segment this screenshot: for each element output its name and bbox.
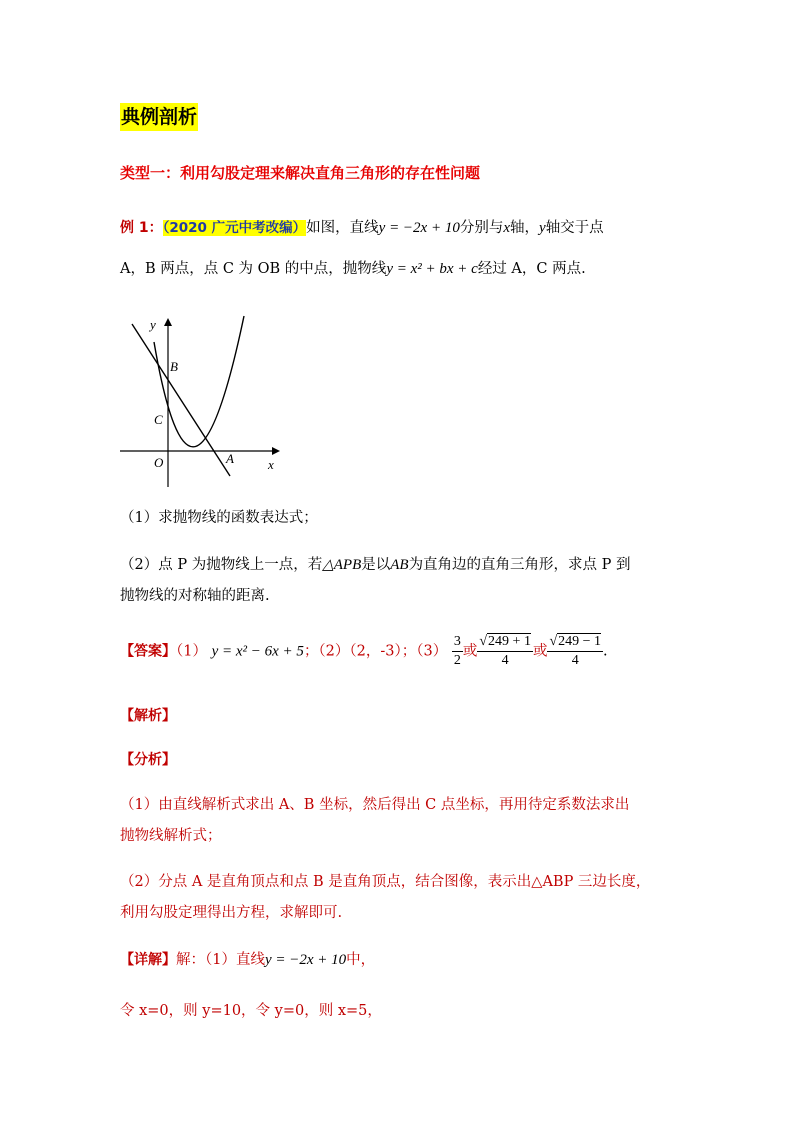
frac-den: 4 (501, 653, 509, 668)
point-b-label: B (170, 359, 178, 374)
line-equation: y = −2x + 10 (378, 220, 460, 236)
fraction-sqrt-minus (547, 633, 603, 670)
frac-den: 2 (453, 653, 461, 668)
example-label: 例 1： (120, 220, 163, 236)
x-var: x (503, 220, 511, 236)
fenxi-1-line-1: （1）由直线解析式求出 A、B 坐标，然后得出 C 点坐标，再用待定系数法求出 (120, 797, 630, 813)
fraction-sqrt-plus (477, 633, 533, 670)
analysis-label-text: 【解析】 (120, 708, 176, 724)
y-axis-label: y (150, 317, 156, 332)
fenxi-label-text: 【分析】 (120, 752, 176, 768)
example-text: 轴交于点 (545, 220, 604, 236)
graph-figure (118, 312, 288, 492)
straight-line (132, 324, 230, 476)
frac-den: 4 (571, 653, 579, 668)
question-2-line-1 (120, 555, 631, 575)
segment-ab: AB (390, 557, 409, 573)
or-text: 或 (532, 643, 548, 660)
type-title: 类型一：利用勾股定理来解决直角三角形的存在性问题 (120, 164, 481, 182)
section-title: 典例剖析 (120, 103, 198, 131)
origin-label: O (154, 455, 164, 470)
frac-num: √249 − 1 (547, 633, 603, 652)
detail-label: 【详解】 (120, 952, 176, 968)
frac-num: 3 (452, 633, 463, 652)
last-line: 令 x=0，则 y=10，令 y=0，则 x=5， (120, 1003, 382, 1019)
question-2-line-2: 抛物线的对称轴的距离. (120, 588, 270, 604)
fenxi-label (120, 750, 176, 770)
answer-label: 【答案】 (120, 643, 176, 660)
answer-equation: y = x² − 6x + 5 (211, 643, 304, 660)
example-text: A，B 两点，点 C 为 OB 的中点，抛物线 (120, 261, 387, 277)
fraction-3-2 (452, 633, 463, 670)
answer-line (120, 633, 608, 670)
example-line-2 (120, 259, 586, 279)
or-text: 或 (462, 643, 478, 660)
point-a-label: A (226, 451, 234, 466)
example-text: 如图，直线 (306, 220, 379, 236)
question-1: （1）求抛物线的函数表达式； (120, 510, 318, 526)
fenxi-1-line-2: 抛物线解析式； (120, 828, 222, 844)
detail-text: 中， (346, 952, 376, 968)
detail-equation: y = −2x + 10 (264, 952, 347, 968)
fenxi-2-line-1: （2）分点 A 是直角顶点和点 B 是直角顶点，结合图像，表示出△ABP 三边长度， (120, 874, 651, 890)
analysis-label (120, 706, 176, 726)
q2-text: 是以 (361, 557, 391, 573)
y-var: y (539, 220, 546, 236)
sqrt-content: 249 − 1 (558, 634, 602, 649)
example-source: （2020 广元中考改编） (162, 220, 307, 236)
parabola-equation: y = x² + bx + c (386, 261, 478, 277)
sqrt-content: 249 + 1 (488, 634, 531, 649)
period: . (603, 643, 608, 660)
example-text: 轴， (510, 220, 540, 236)
x-axis-label: x (268, 457, 274, 472)
q2-text: 为直角边的直角三角形，求点 P 到 (408, 557, 631, 573)
answer-part: （1） (176, 643, 207, 660)
fenxi-2-line-2: 利用勾股定理得出方程，求解即可. (120, 905, 343, 921)
frac-num: √249 + 1 (477, 633, 533, 652)
detail-text: 解：（1）直线 (176, 952, 265, 968)
answer-part: ；（2）（2，-3）；（3） (303, 643, 448, 660)
q2-text: （2）点 P 为抛物线上一点，若 (120, 557, 323, 573)
detail-line (120, 950, 375, 970)
example-text: 分别与 (459, 220, 504, 236)
triangle-apb: △APB (322, 557, 362, 573)
point-c-label: C (154, 412, 163, 427)
example-line-1 (120, 218, 604, 238)
example-text: 经过 A，C 两点. (477, 261, 586, 277)
x-axis-arrow (272, 447, 280, 455)
y-axis-arrow (164, 318, 172, 326)
